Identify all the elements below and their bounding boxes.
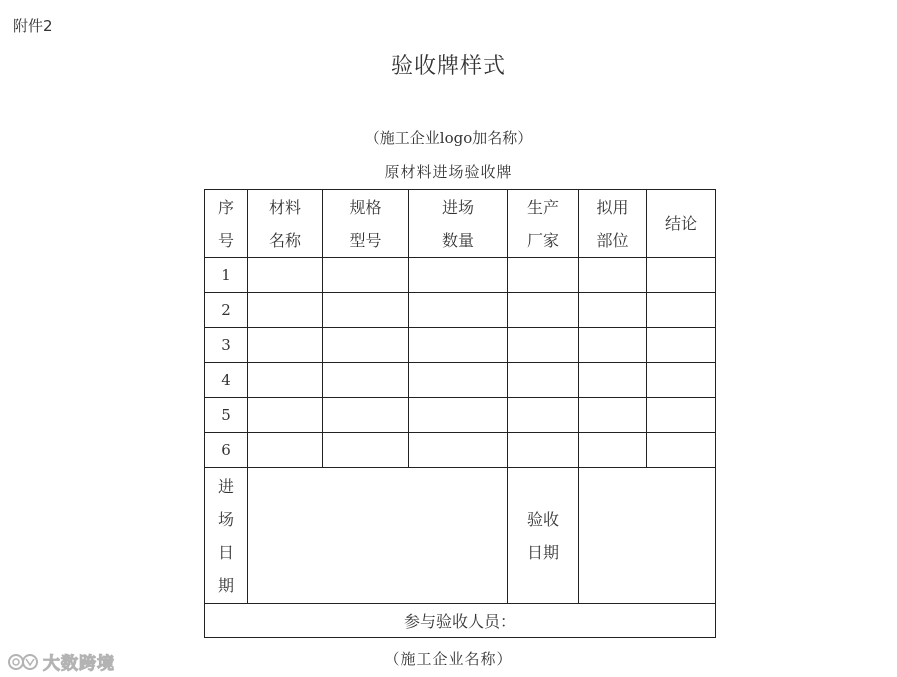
attachment-label: 附件2 (13, 17, 53, 35)
table-cell (508, 363, 579, 398)
table-row (205, 293, 716, 328)
row-number: 3 (205, 328, 248, 363)
header-cell-specification (323, 190, 409, 258)
acceptance-date-text: 验收 (526, 509, 559, 529)
acceptance-date-value-cell (579, 468, 716, 604)
header-text: 生产 (526, 197, 559, 217)
table-cell (248, 363, 323, 398)
table-cell (323, 363, 409, 398)
header-cell-intended-use (579, 190, 647, 258)
header-cell-manufacturer (508, 190, 579, 258)
entry-date-char: 日 (217, 542, 234, 562)
table-cell (647, 363, 716, 398)
table-cell (323, 433, 409, 468)
table-row (205, 398, 716, 433)
header-cell-conclusion (647, 190, 716, 258)
date-row (205, 468, 716, 604)
header-cell-index (205, 190, 248, 258)
header-text: 拟用 (596, 197, 629, 217)
entry-date-label (205, 468, 248, 604)
table-cell (508, 293, 579, 328)
table-cell (323, 258, 409, 293)
header-text: 材料 (268, 197, 301, 217)
table-cell (579, 433, 647, 468)
table-row (205, 258, 716, 293)
entry-date-char: 场 (217, 509, 234, 529)
table-cell (508, 433, 579, 468)
header-text: 数量 (441, 230, 474, 250)
table-row (205, 328, 716, 363)
table-cell (409, 363, 508, 398)
table-cell (248, 328, 323, 363)
header-cell-quantity (409, 190, 508, 258)
brand-logo-icon (8, 651, 40, 673)
table-cell (647, 293, 716, 328)
row-number: 2 (205, 293, 248, 328)
header-text: 结论 (664, 214, 697, 233)
board-title: 原材料进场验收牌 (384, 163, 513, 181)
table-cell (248, 398, 323, 433)
logo-placeholder: （施工企业logo加名称） (364, 129, 533, 147)
table-row (205, 363, 716, 398)
table-cell (323, 328, 409, 363)
acceptance-board-table (204, 189, 716, 638)
row-number: 4 (205, 363, 248, 398)
table-cell (647, 258, 716, 293)
header-text: 号 (217, 230, 234, 250)
entry-date-value-cell (248, 468, 508, 604)
header-text: 规格 (349, 197, 382, 217)
table-cell (409, 433, 508, 468)
acceptance-date-text: 日期 (526, 542, 559, 562)
table-cell (579, 293, 647, 328)
row-number: 1 (205, 258, 248, 293)
header-text: 厂家 (526, 230, 559, 250)
table-cell (579, 258, 647, 293)
table-cell (508, 328, 579, 363)
table-cell (248, 293, 323, 328)
watermark-text: 大数跨境 (43, 654, 115, 674)
header-text: 序 (217, 197, 234, 217)
header-cell-material-name (248, 190, 323, 258)
row-number: 5 (205, 398, 248, 433)
table-cell (248, 258, 323, 293)
entry-date-char: 进 (217, 476, 234, 496)
table-cell (409, 293, 508, 328)
table-cell (508, 398, 579, 433)
table-cell (647, 398, 716, 433)
table-cell (647, 328, 716, 363)
table-cell (579, 363, 647, 398)
header-text: 型号 (349, 230, 382, 250)
watermark (8, 649, 115, 674)
table-cell (409, 258, 508, 293)
table-cell (579, 328, 647, 363)
participants-label: 参与验收人员： (205, 604, 716, 638)
header-text: 进场 (441, 197, 474, 217)
table-cell (323, 398, 409, 433)
table-cell (323, 293, 409, 328)
document-title: 验收牌样式 (390, 54, 506, 79)
row-number: 6 (205, 433, 248, 468)
header-text: 名称 (268, 230, 301, 250)
entry-date-char: 期 (217, 575, 234, 595)
table-cell (579, 398, 647, 433)
header-row (205, 190, 716, 258)
footer-company-name: （施工企业名称） (384, 650, 513, 668)
table-cell (508, 258, 579, 293)
acceptance-date-label (508, 468, 579, 604)
table-cell (409, 328, 508, 363)
table-row (205, 433, 716, 468)
table-cell (409, 398, 508, 433)
table-cell (647, 433, 716, 468)
table-cell (248, 433, 323, 468)
header-text: 部位 (596, 230, 629, 250)
participants-row (205, 604, 716, 638)
